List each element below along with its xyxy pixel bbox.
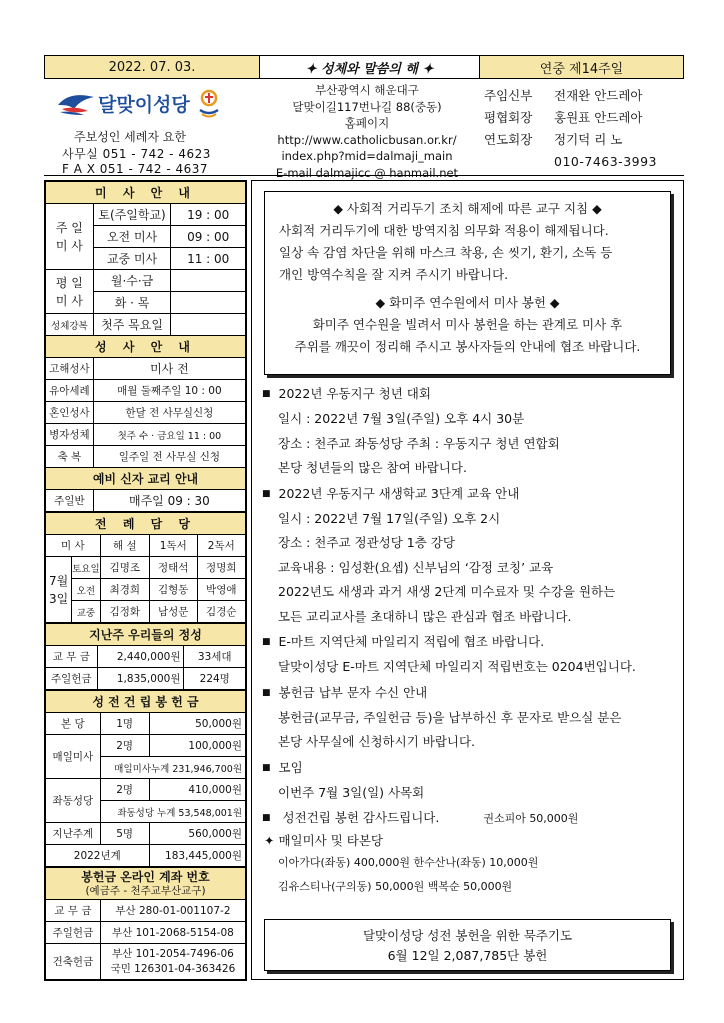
- staff-row: [484, 106, 684, 128]
- staff-name: 전재완 안드레아: [554, 88, 643, 103]
- staff-role: 주임신부: [484, 88, 533, 103]
- account-holder: (예금주 - 천주교부산교구): [85, 884, 206, 897]
- announcement-line: 장소 : 천주교 정관성당 1층 강당: [278, 535, 455, 550]
- ministry-person: 김경순: [197, 601, 245, 623]
- offering-label: 주일헌금: [46, 668, 98, 690]
- header-divider: [44, 175, 684, 176]
- staff-row: [484, 84, 684, 106]
- ministry-table: [45, 512, 246, 623]
- notice-line: 개인 방역수칙을 잘 지켜 주시기 바랍니다.: [279, 267, 509, 282]
- patron-saint: 주보성인 세례자 요한: [74, 130, 186, 144]
- year-total-label: 2022년계: [46, 845, 150, 867]
- ministry-person: 박영애: [197, 579, 245, 601]
- parish-logo: [56, 88, 241, 118]
- announcement-head: ■ 2022년 우동지구 청년 대회: [262, 381, 682, 407]
- announcement-line: 이번주 7월 3일(일) 사목회: [278, 784, 425, 800]
- announcement-line: 본당 사무실에 신청하시기 바랍니다.: [278, 734, 476, 749]
- announcement-item: [262, 629, 682, 680]
- building-label: 지난주계: [46, 823, 101, 845]
- staff-phone: 010-7463-3993: [554, 153, 658, 169]
- announcement-line: 일시 : 2022년 7월 3일(주일) 오후 4시 30분: [278, 411, 525, 426]
- staff-role: 평협회장: [484, 110, 533, 125]
- staff-name: 홍원표 안드레아: [554, 110, 643, 125]
- building-fund-table: [45, 690, 246, 867]
- account-title-text: 봉헌금 온라인 계좌 번호: [81, 869, 210, 884]
- offering-label: 교 무 금: [46, 646, 98, 668]
- notice-line: 일상 속 감염 차단을 위해 마스크 착용, 손 씻기, 환기, 소독 등: [279, 245, 613, 260]
- staff-list: [484, 84, 684, 172]
- thanks-subhead: ✦ 매일미사 및 타본당: [264, 833, 383, 848]
- building-count: 5명: [100, 823, 149, 845]
- sacrament-value: 첫주 수 · 금요일 11 : 00: [93, 424, 245, 446]
- adoration-label: 성체강복: [46, 314, 94, 336]
- ministry-mass: 토요일: [72, 557, 101, 579]
- building-total: 좌동성당 누계 53,548,001원: [100, 801, 245, 823]
- thanks-title: 성전건립 봉헌 감사드립니다.: [282, 810, 440, 825]
- ministry-mass: 교중: [72, 601, 101, 623]
- offering-amount: 1,835,000원: [97, 668, 184, 690]
- catechism-value: 매주일 09 : 30: [93, 490, 245, 512]
- building-total: 매일미사누계 231,946,700원: [100, 757, 245, 779]
- announcement-list: [262, 381, 682, 899]
- account-title: [46, 868, 246, 900]
- offering-amount: 2,440,000원: [97, 646, 184, 668]
- ministry-col-commentary: 해 설: [100, 535, 149, 557]
- rosary-value: 6월 12일 2,087,785단 봉헌: [387, 948, 548, 963]
- mass-title: 미 사 안 내: [46, 182, 246, 204]
- homepage-label: 홈페이지: [344, 116, 390, 130]
- account-label: 교 무 금: [46, 900, 101, 922]
- announcement-line: 교육내용 : 임성환(요셉) 신부님의 ‘감정 코칭’ 교육: [278, 559, 554, 575]
- address-line: 달맞이길117번나길 88(중동): [292, 99, 442, 114]
- rosary-box: [264, 919, 671, 971]
- mass-name: 토(주일학교): [93, 204, 171, 226]
- announcement-line: 모든 교리교사를 초대하니 많은 관심과 협조 바랍니다.: [278, 608, 572, 624]
- offering-count: 33세대: [184, 646, 246, 668]
- weekday-days: 월·수·금: [93, 270, 171, 292]
- dove-icon: [56, 91, 96, 115]
- staff-row: [484, 128, 684, 150]
- ministry-person: 남성문: [149, 601, 197, 623]
- first-donor: 권소피아 50,000원: [483, 812, 579, 825]
- announcement-head: ■ 봉헌금 납부 문자 수신 안내: [262, 680, 682, 706]
- weekday-days: 화 · 목: [93, 292, 171, 314]
- account-label: 건축헌금: [46, 944, 101, 980]
- adoration-value: 첫주 목요일: [93, 314, 171, 336]
- building-amount: 410,000원: [149, 779, 245, 801]
- announcement-line: 일시 : 2022년 7월 17일(주일) 오후 2시: [278, 510, 501, 526]
- building-count: 1명: [100, 713, 149, 735]
- ministry-col-reading1: 1독서: [149, 535, 197, 557]
- empty-cell: [171, 314, 246, 336]
- sacrament-value: 일주일 전 사무실 신청: [93, 446, 245, 468]
- homepage-url[interactable]: http://www.catholicbusan.or.kr/: [277, 132, 457, 147]
- ministry-person: 김정화: [100, 601, 149, 623]
- sunday-mass-label: 주 일 미 사: [46, 204, 94, 270]
- sacrament-value: 미사 전: [93, 358, 245, 380]
- announcement-line: 달맞이성당 E-마트 지역단체 마일리지 적립번호는 0204번입니다.: [278, 659, 636, 674]
- building-amount: 50,000원: [149, 713, 245, 735]
- email-address[interactable]: E-mail dalmajicc @ hanmail.net: [275, 165, 459, 180]
- building-count: 2명: [100, 735, 149, 757]
- ministry-person: 김명조: [100, 557, 149, 579]
- catechism-label: 주일반: [46, 490, 94, 512]
- announcement-line: 2022년도 새생과 과거 새생 2단계 미수료자 및 수강을 원하는: [278, 584, 616, 599]
- sacrament-title: 성 사 안 내: [46, 336, 246, 358]
- offering-count: 224명: [184, 668, 246, 690]
- notice-title: ◆ 화미주 연수원에서 미사 봉헌 ◆: [375, 295, 560, 310]
- year-total-amount: 183,445,000원: [149, 845, 245, 867]
- account-number-group: [100, 944, 245, 980]
- bulletin-page: [44, 50, 684, 980]
- offering-title: 지난주 우리들의 정성: [46, 624, 246, 646]
- ministry-title: 전 례 담 당: [46, 513, 246, 535]
- building-label: 좌동성당: [46, 779, 101, 823]
- mass-time: 19 : 00: [171, 204, 246, 226]
- notice-line: 사회적 거리두기에 대한 방역지침 의무화 적용이 해제됩니다.: [279, 223, 609, 238]
- building-title: 성 전 건 립 봉 헌 금: [46, 691, 246, 713]
- ministry-date: 7월 3일: [46, 557, 72, 623]
- account-number: 부산 101-2068-5154-08: [100, 922, 245, 944]
- donor-line: 이아가다(좌동) 400,000원 한수산나(좌동) 10,000원: [278, 856, 539, 869]
- mass-name: 교중 미사: [93, 248, 171, 270]
- building-count: 2명: [100, 779, 149, 801]
- donor-line: 김유스티나(구의동) 50,000원 백복순 50,000원: [278, 880, 513, 893]
- building-amount: 560,000원: [149, 823, 245, 845]
- info-table: [45, 181, 246, 512]
- announcement-line: 봉헌금(교무금, 주일헌금 등)을 납부하신 후 문자로 받으실 분은: [278, 709, 622, 725]
- notice-title: ◆ 사회적 거리두기 조치 해제에 따른 교구 지침 ◆: [333, 201, 602, 216]
- liturgical-week: 연중 제14주일: [480, 56, 683, 78]
- account-number: 부산 280-01-001107-2: [100, 900, 245, 922]
- announcement-line: 본당 청년들의 많은 참여 바랍니다.: [278, 460, 467, 475]
- empty-cell: [171, 270, 246, 292]
- sacrament-value: 한달 전 사무실신청: [93, 402, 245, 424]
- homepage-url-path[interactable]: index.php?mid=dalmaji_main: [281, 149, 453, 163]
- mass-time: 11 : 00: [171, 248, 246, 270]
- empty-cell: [171, 292, 246, 314]
- ministry-mass: 오전: [72, 579, 101, 601]
- staff-name: 정기덕 리 노: [554, 132, 623, 147]
- ministry-person: 김형동: [149, 579, 197, 601]
- year-motto: ✦ 성체와 말씀의 해 ✦: [260, 56, 480, 78]
- ministry-col-mass: 미 사: [46, 535, 101, 557]
- building-label: 매일미사: [46, 735, 101, 779]
- weekday-mass-label: 평 일 미 사: [46, 270, 94, 314]
- sacrament-label: 축 복: [46, 446, 94, 468]
- sacrament-value: 매월 둘째주일 10 : 00: [93, 380, 245, 402]
- account-number: 부산 101-2054-7496-06: [112, 947, 234, 960]
- announcement-item: [262, 680, 682, 755]
- account-table: [45, 867, 246, 980]
- staff-role: 연도회장: [484, 132, 533, 147]
- ministry-person: 최경희: [100, 579, 149, 601]
- rosary-title: 달맞이성당 성전 봉헌을 위한 묵주기도: [362, 928, 573, 943]
- announcement-item: [262, 481, 682, 630]
- notice-box: [264, 191, 671, 375]
- sacrament-label: 혼인성사: [46, 402, 94, 424]
- office-phone: 사무실 051 - 742 - 4623: [62, 147, 211, 161]
- sacrament-label: 고해성사: [46, 358, 94, 380]
- ministry-person: 정명희: [197, 557, 245, 579]
- fax-number: F A X 051 - 742 - 4637: [62, 162, 209, 176]
- building-amount: 100,000원: [149, 735, 245, 757]
- ministry-person: 정태석: [149, 557, 197, 579]
- logo-text: 달맞이성당: [98, 93, 190, 116]
- mass-name: 오전 미사: [93, 226, 171, 248]
- thanks-head: [262, 805, 682, 831]
- announcement-head: ■ 2022년 우동지구 새생학교 3단계 교육 안내: [262, 481, 682, 507]
- notice-line: 주위를 깨끗이 정리해 주시고 봉사자들의 안내에 협조 바랍니다.: [294, 339, 641, 354]
- bulletin-date: 2022. 07. 03.: [45, 56, 260, 78]
- mass-time: 09 : 00: [171, 226, 246, 248]
- address-line: 부산광역시 해운대구: [315, 83, 419, 97]
- sacrament-label: 유아세례: [46, 380, 94, 402]
- announcement-item: [262, 381, 682, 481]
- account-label: 주일헌금: [46, 922, 101, 944]
- announcement-line: 장소 : 천주교 좌동성당 주최 : 우동지구 청년 연합회: [278, 435, 560, 451]
- building-label: 본 당: [46, 713, 101, 735]
- announcement-head: ■ E-마트 지역단체 마일리지 적립에 협조 바랍니다.: [262, 629, 682, 655]
- candle-icon: [196, 88, 222, 118]
- ministry-col-reading2: 2독서: [197, 535, 245, 557]
- sacrament-label: 병자성체: [46, 424, 94, 446]
- title-band: [44, 55, 684, 79]
- thanks-item: [262, 805, 682, 899]
- info-sidebar: [44, 180, 247, 981]
- notice-column: [251, 180, 684, 980]
- account-number: 국민 126301-04-363426: [110, 962, 236, 975]
- address-block: [252, 82, 482, 181]
- offering-table: [45, 623, 246, 690]
- catechism-title: 예비 신자 교리 안내: [46, 468, 246, 490]
- announcement-item: [262, 755, 682, 806]
- announcement-head: ■ 모임: [262, 755, 682, 781]
- notice-line: 화미주 연수원을 빌려서 미사 봉헌을 하는 관계로 미사 후: [312, 317, 623, 332]
